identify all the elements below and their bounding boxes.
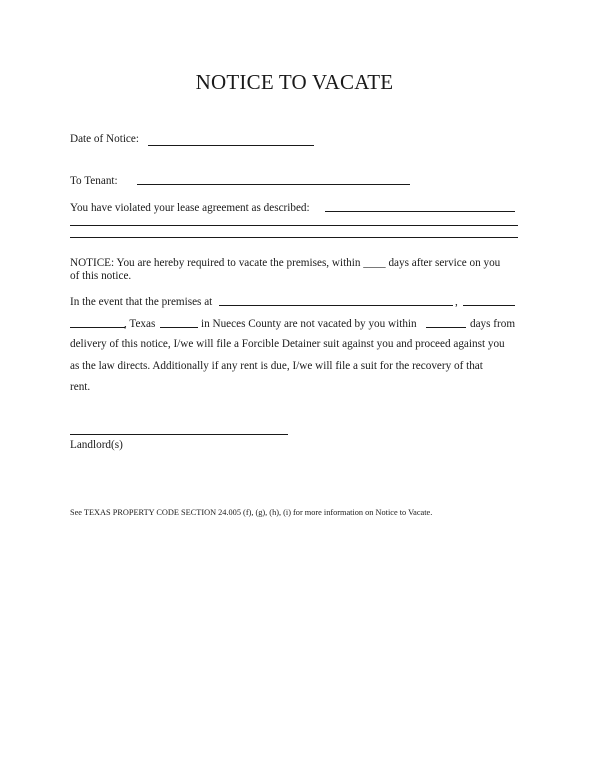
notice-line-2: of this notice.: [70, 270, 132, 282]
event-line-1: In the event that the premises at: [70, 296, 213, 308]
premises-address-blank[interactable]: [219, 305, 453, 306]
violation-label: You have violated your lease agreement as described:: [70, 202, 310, 214]
event-comma: ,: [455, 296, 458, 308]
zip-blank[interactable]: [160, 327, 198, 328]
event-line-3: delivery of this notice, I/we will file a Forcible Detainer suit against you and proceed against you: [70, 338, 505, 350]
city-blank[interactable]: [70, 327, 125, 328]
event-days-from: days from: [470, 318, 516, 330]
tenant-label: To Tenant:: [70, 175, 118, 187]
footer-note: See TEXAS PROPERTY CODE SECTION 24.005 (f), (g), (h), (i) for more information on Notice to Vacate.: [70, 508, 433, 517]
violation-blank-2[interactable]: [70, 225, 518, 226]
landlord-label: Landlord(s): [70, 439, 123, 451]
event-line-5: rent.: [70, 381, 91, 393]
date-blank[interactable]: [148, 145, 314, 146]
landlord-signature-blank[interactable]: [70, 434, 288, 435]
event-line-4: as the law directs. Additionally if any rent is due, I/we will file a suit for the recovery of that: [70, 360, 483, 372]
event-county: in Nueces County are not vacated by you within: [201, 318, 417, 330]
days-blank[interactable]: [426, 327, 466, 328]
date-label: Date of Notice:: [70, 133, 139, 145]
document-title: NOTICE TO VACATE: [195, 70, 394, 94]
notice-line-1: NOTICE: You are hereby required to vacate the premises, within ____ days after service on you: [70, 257, 501, 269]
tenant-blank[interactable]: [137, 184, 410, 185]
event-texas: , Texas: [124, 318, 156, 330]
premises-unit-blank[interactable]: [463, 305, 515, 306]
violation-blank-1[interactable]: [325, 211, 515, 212]
violation-blank-3[interactable]: [70, 237, 518, 238]
